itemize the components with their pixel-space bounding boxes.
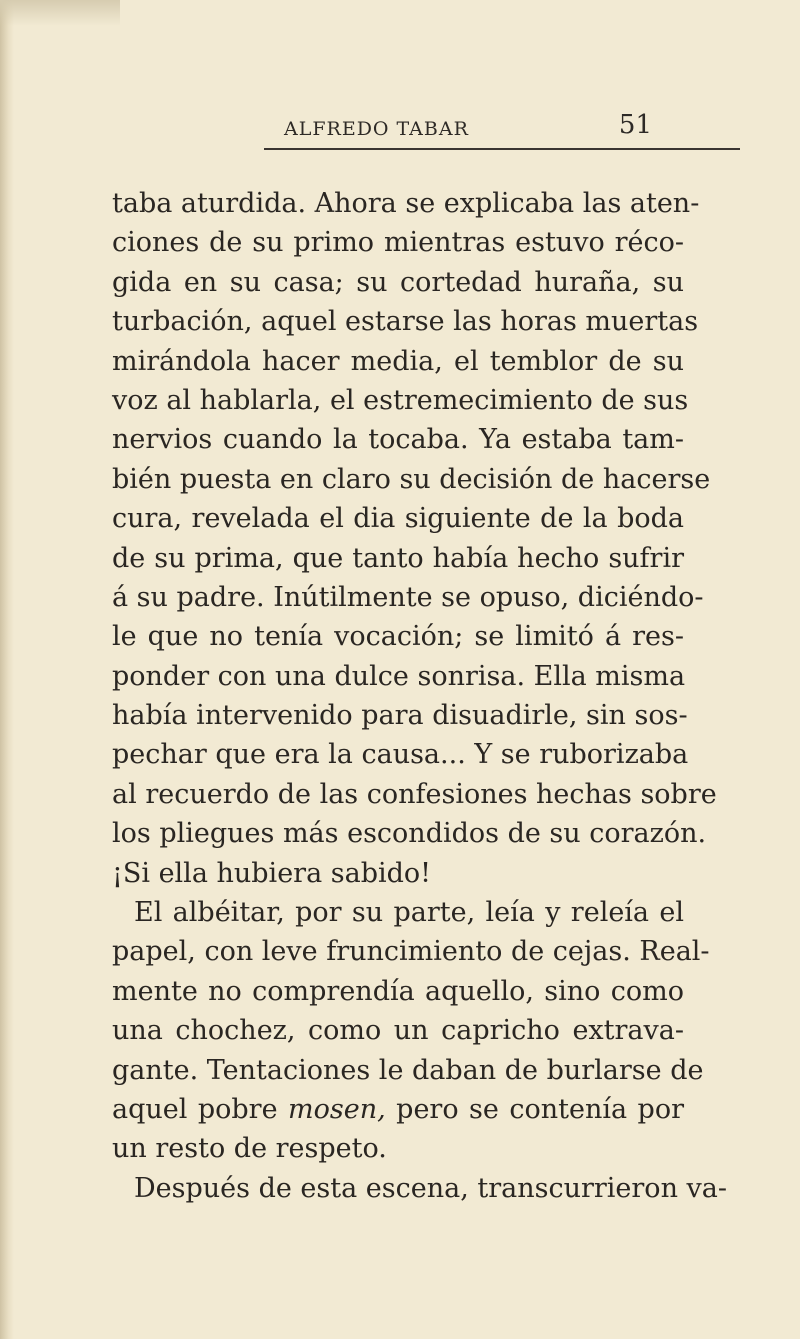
text-line: El albéitar, por su parte, leía y releía el xyxy=(134,897,684,929)
text-line: pechar que era la causa... Y se ruborizaba xyxy=(112,739,689,771)
text-line: mirándola hacer media, el temblor de su xyxy=(112,345,684,377)
text-line: ¡Si ella hubiera sabido! xyxy=(112,857,432,889)
page-number: 51 xyxy=(618,110,652,140)
text-line xyxy=(112,1090,684,1129)
text-line: ciones de su primo mientras estuvo réco- xyxy=(112,227,684,259)
text-line: había intervenido para disuadirle, sin sos- xyxy=(112,700,688,732)
running-title: ALFREDO TABAR xyxy=(284,118,469,140)
text-line: de su prima, que tanto había hecho sufrir xyxy=(112,542,684,574)
text-line: á su padre. Inútilmente se opuso, diciéndo- xyxy=(112,581,704,613)
text-line: taba aturdida. Ahora se explicaba las aten- xyxy=(112,188,700,219)
page-top-shadow xyxy=(0,0,120,26)
body-text xyxy=(112,184,728,1208)
text-line: bién puesta en claro su decisión de hacerse xyxy=(112,463,711,495)
text-run: aquel pobre xyxy=(112,1093,289,1125)
text-line: un resto de respeto. xyxy=(112,1133,387,1165)
text-run: pero se contenía por xyxy=(385,1093,684,1125)
text-line: mente no comprendía aquello, sino como xyxy=(112,975,684,1007)
text-line: una chochez, como un capricho extrava- xyxy=(112,1015,684,1047)
text-line: papel, con leve fruncimiento de cejas. Real- xyxy=(112,936,710,968)
text-line: los pliegues más escondidos de su corazón. xyxy=(112,818,707,850)
header-rule xyxy=(264,148,740,150)
text-line: gante. Tentaciones le daban de burlarse de xyxy=(112,1054,704,1086)
italic-word: mosen, xyxy=(288,1093,386,1125)
running-header xyxy=(60,104,680,144)
text-line: ponder con una dulce sonrisa. Ella misma xyxy=(112,660,686,692)
text-line: turbación, aquel estarse las horas muertas xyxy=(112,306,699,338)
text-line: al recuerdo de las confesiones hechas sobre xyxy=(112,778,717,810)
page-edge-shadow xyxy=(0,0,14,1339)
text-line: nervios cuando la tocaba. Ya estaba tam- xyxy=(112,424,684,456)
text-line: cura, revelada el dia siguiente de la boda xyxy=(112,503,684,535)
text-line: voz al hablarla, el estremecimiento de sus xyxy=(112,384,689,416)
text-line: le que no tenía vocación; se limitó á res- xyxy=(112,621,684,653)
text-line: Después de esta escena, transcurrieron va- xyxy=(134,1172,728,1204)
text-line: gida en su casa; su cortedad huraña, su xyxy=(112,266,684,298)
